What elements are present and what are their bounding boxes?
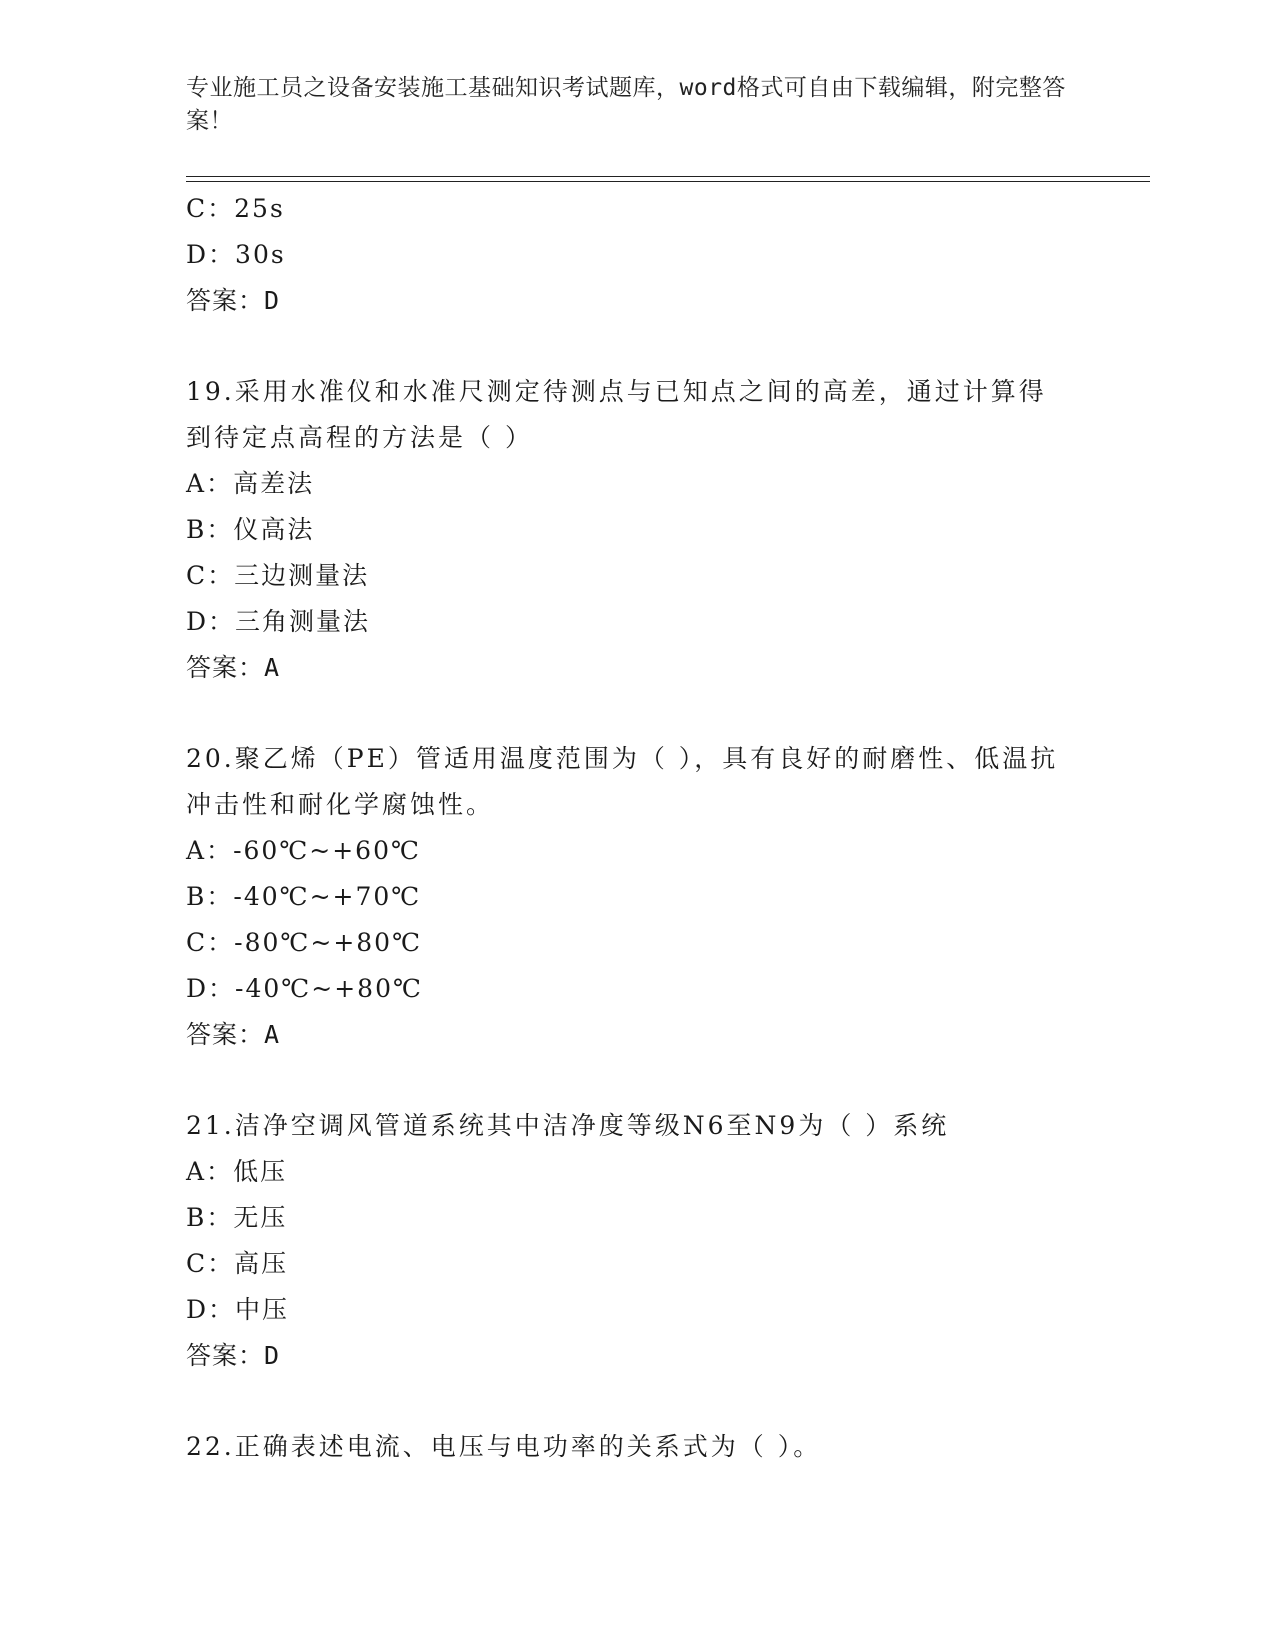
- option-c: C：-80℃~+80℃: [186, 928, 423, 957]
- option-a: A：高差法: [186, 469, 315, 498]
- option-d: D：-40℃~+80℃: [186, 974, 423, 1003]
- option-c: C：高压: [186, 1249, 289, 1278]
- option-c: C：三边测量法: [186, 561, 370, 590]
- question-list: [186, 186, 1106, 1470]
- option-d: D：三角测量法: [186, 607, 371, 636]
- page-header: [186, 72, 1066, 138]
- option-c: C：25s: [186, 194, 285, 223]
- header-divider: [186, 176, 1150, 182]
- option-b: B：-40℃~+70℃: [186, 882, 422, 911]
- question-22: [186, 1424, 1106, 1470]
- question-text: 20.聚乙烯（PE）管适用温度范围为（ ），具有良好的耐磨性、低温抗冲击性和耐化学腐蚀性。: [186, 744, 1059, 819]
- header-title: 专业施工员之设备安装施工基础知识考试题库，word格式可自由下载编辑，附完整答案！: [186, 75, 1066, 134]
- question-text: 21.洁净空调风管道系统其中洁净度等级N6至N9为（ ）系统: [186, 1111, 950, 1140]
- question-20: [186, 736, 1106, 1058]
- option-b: B：无压: [186, 1203, 288, 1232]
- question-19: [186, 369, 1106, 691]
- question-text: 22.正确表述电流、电压与电功率的关系式为（ ）。: [186, 1432, 822, 1461]
- answer-line: 答案：D: [186, 1341, 281, 1370]
- option-b: B：仪高法: [186, 515, 315, 544]
- question-text: 19.采用水准仪和水准尺测定待测点与已知点之间的高差，通过计算得到待定点高程的方法是（ ）: [186, 377, 1047, 452]
- question-21: [186, 1103, 1106, 1379]
- answer-line: 答案：A: [186, 653, 281, 682]
- option-d: D：30s: [186, 240, 286, 269]
- option-d: D：中压: [186, 1295, 290, 1324]
- answer-line: 答案：A: [186, 1020, 281, 1049]
- answer-line: 答案：D: [186, 286, 281, 315]
- option-a: A：-60℃~+60℃: [186, 836, 421, 865]
- option-a: A：低压: [186, 1157, 288, 1186]
- question-18-tail: [186, 186, 1106, 324]
